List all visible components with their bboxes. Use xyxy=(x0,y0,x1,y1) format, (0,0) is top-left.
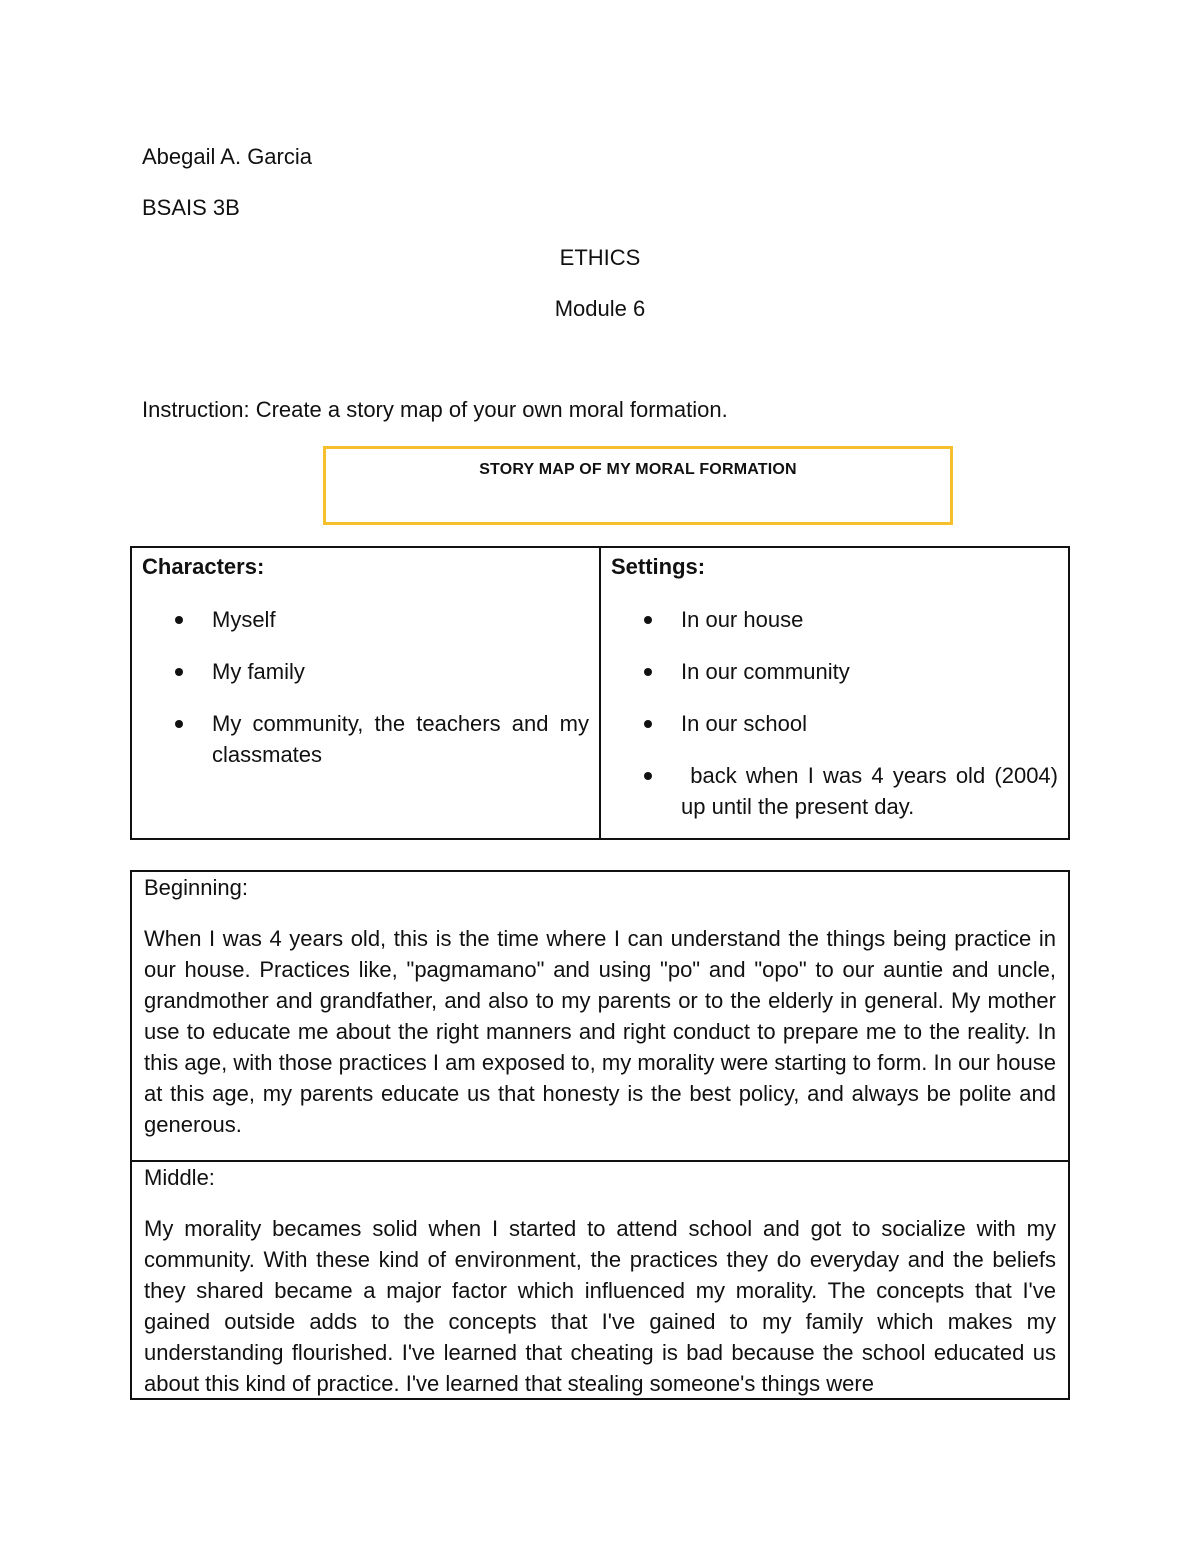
list-item xyxy=(132,656,599,687)
list-item-text: In our house xyxy=(681,607,804,632)
characters-list xyxy=(132,604,599,791)
student-name: Abegail A. Garcia xyxy=(142,144,312,169)
list-item xyxy=(601,708,1068,739)
list-item-text: back when I was 4 years old (2004) up until the present day. xyxy=(681,763,1065,819)
student-section: BSAIS 3B xyxy=(142,195,240,220)
beginning-section xyxy=(132,872,1068,1162)
middle-heading: Middle: xyxy=(144,1165,215,1190)
list-item xyxy=(601,760,1068,822)
characters-cell xyxy=(132,548,601,838)
bullet-icon xyxy=(644,772,652,780)
story-map-title: STORY MAP OF MY MORAL FORMATION xyxy=(479,461,797,478)
story-sections-table xyxy=(130,870,1070,1400)
middle-text: My morality becames solid when I started to attend school and got to socialize with my community. With these kind of environment, the practices they do everyday and the beliefs they shared became a major factor which influenced my morality. The concepts that I've gained outside adds to the concepts that I've gained to my family which makes my understanding flourished. I've learned that cheating is bad because the school educated us about this kind of practice. I've learned that stealing someone's things were xyxy=(144,1216,1056,1396)
story-map-title-box xyxy=(323,446,953,525)
list-item-text: My family xyxy=(212,659,305,684)
bullet-icon xyxy=(175,720,183,728)
list-item xyxy=(601,656,1068,687)
instruction-text: Instruction: Create a story map of your own moral formation. xyxy=(142,397,728,422)
list-item xyxy=(132,708,599,770)
bullet-icon xyxy=(644,616,652,624)
settings-heading: Settings: xyxy=(611,554,706,579)
list-item-text: In our community xyxy=(681,659,850,684)
settings-cell xyxy=(601,548,1068,838)
beginning-heading: Beginning: xyxy=(144,875,248,900)
list-item xyxy=(601,604,1068,635)
bullet-icon xyxy=(644,720,652,728)
bullet-icon xyxy=(644,668,652,676)
characters-settings-table xyxy=(130,546,1070,840)
list-item-text: My community, the teachers and my classmates xyxy=(212,711,589,767)
settings-list xyxy=(601,604,1068,843)
module-label: Module 6 xyxy=(554,296,646,321)
bullet-icon xyxy=(175,616,183,624)
middle-section xyxy=(132,1162,1068,1398)
characters-heading: Characters: xyxy=(142,554,265,579)
subject-title: ETHICS xyxy=(559,245,641,270)
beginning-text: When I was 4 years old, this is the time where I can understand the things being practice in our house. Practices like, "pagmamano" and using "po" and "opo" to our auntie and uncle, grandmother and grandfather, and also to my parents or to the elderly in general. My mother use to educate me about the right manners and right conduct to prepare me to the reality. In this age, with those practices I am exposed to, my morality were starting to form. In our house at this age, my parents educate us that honesty is the best policy, and always be polite and generous. xyxy=(144,926,1056,1137)
bullet-icon xyxy=(175,668,183,676)
list-item xyxy=(132,604,599,635)
list-item-text: Myself xyxy=(212,607,276,632)
list-item-text: In our school xyxy=(681,711,807,736)
